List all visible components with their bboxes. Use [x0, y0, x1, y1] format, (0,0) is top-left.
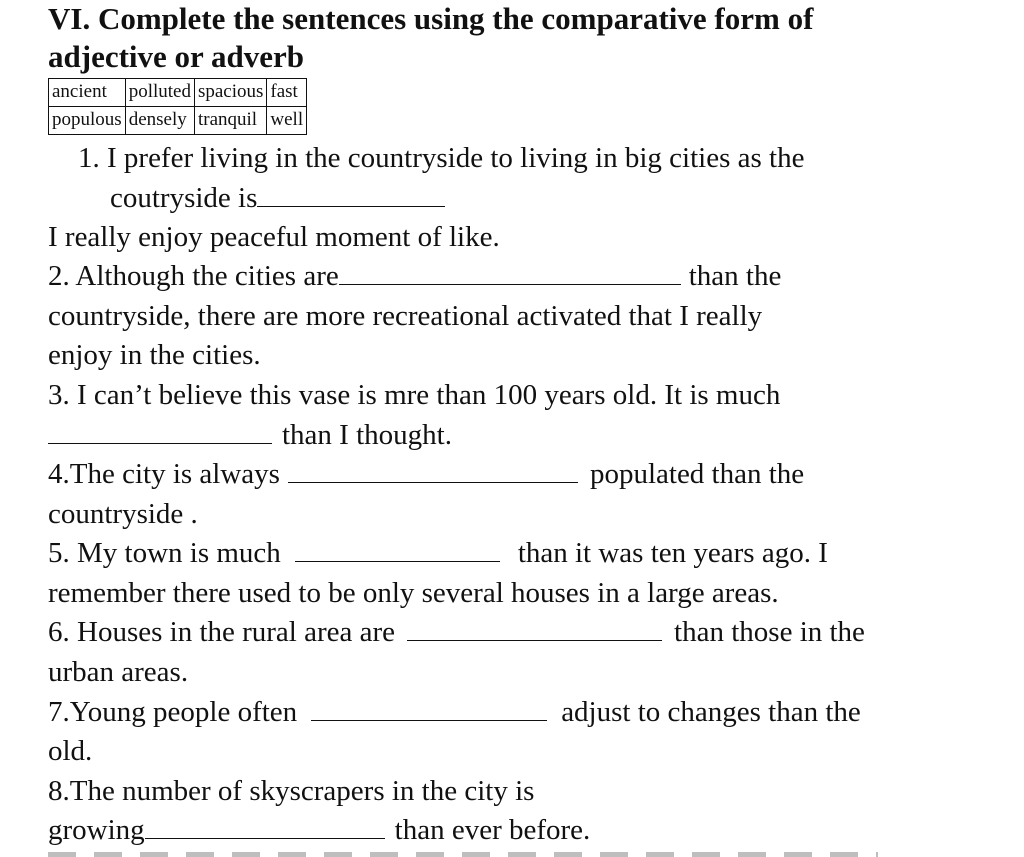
- question-text: 3. I can’t believe this vase is mre than 100 years old. It is much: [48, 379, 781, 411]
- question-3-line-1: [48, 378, 780, 412]
- exercise-title: [48, 0, 813, 76]
- question-text: than the: [688, 260, 782, 292]
- question-text: than ever before.: [394, 814, 591, 846]
- question-text: enjoy in the cities.: [48, 339, 261, 371]
- word-cell: ancient: [49, 79, 126, 107]
- question-6-line-1: [48, 615, 865, 649]
- word-box-table: [48, 78, 307, 135]
- question-3-line-2: [48, 418, 452, 452]
- question-4-line-2: [48, 497, 198, 531]
- question-1-line-2: [110, 181, 445, 215]
- question-text: countryside, there are more recreational activated that I really: [48, 300, 763, 332]
- question-6-line-2: [48, 655, 188, 689]
- question-text: than it was ten years ago. I: [517, 537, 828, 569]
- question-text: remember there used to be only several houses in a large areas.: [48, 577, 779, 609]
- question-2-line-3: [48, 338, 261, 372]
- question-text: growing: [48, 814, 145, 846]
- question-7-line-1: [48, 695, 861, 729]
- answer-blank-8[interactable]: [145, 816, 385, 839]
- question-text: coutryside is: [110, 182, 258, 214]
- question-text: 1. I prefer living in the countryside to living in big cities as the: [78, 142, 805, 174]
- question-text: populated than the: [589, 458, 805, 490]
- word-cell: tranquil: [194, 107, 266, 135]
- question-text: than those in the: [674, 616, 865, 648]
- answer-blank-3[interactable]: [48, 421, 272, 444]
- question-7-line-2: [48, 734, 92, 768]
- question-text: old.: [48, 735, 93, 767]
- word-cell: polluted: [125, 79, 194, 107]
- question-text: 7.Young people often: [48, 696, 298, 728]
- answer-blank-5[interactable]: [295, 539, 500, 562]
- question-1-line-1: [78, 141, 804, 175]
- word-cell: spacious: [194, 79, 266, 107]
- word-cell: populous: [49, 107, 126, 135]
- cropped-next-line: [48, 852, 878, 857]
- title-line-2: adjective or adverb: [48, 39, 304, 74]
- question-1-line-3: [48, 220, 500, 254]
- answer-blank-2[interactable]: [339, 262, 681, 285]
- question-8-line-2: [48, 813, 590, 847]
- question-text: urban areas.: [48, 656, 189, 688]
- question-text: 4.The city is always: [48, 458, 280, 490]
- question-text: I really enjoy peaceful moment of like.: [48, 221, 500, 253]
- word-box-row-2: [49, 107, 307, 135]
- word-cell: fast: [267, 79, 307, 107]
- question-2-line-2: [48, 299, 762, 333]
- question-text: 8.The number of skyscrapers in the city is: [48, 775, 535, 807]
- title-line-1: VI. Complete the sentences using the comparative form of: [48, 1, 814, 36]
- question-text: than I thought.: [282, 419, 452, 451]
- question-text: 6. Houses in the rural area are: [48, 616, 396, 648]
- question-8-line-1: [48, 774, 534, 808]
- word-cell: densely: [125, 107, 194, 135]
- question-text: 2. Although the cities are: [48, 260, 339, 292]
- question-text: 5. My town is much: [48, 537, 281, 569]
- answer-blank-1[interactable]: [257, 184, 445, 207]
- question-5-line-2: [48, 576, 779, 610]
- question-text: countryside .: [48, 498, 198, 530]
- answer-blank-4[interactable]: [288, 460, 578, 483]
- question-5-line-1: [48, 536, 828, 570]
- answer-blank-6[interactable]: [407, 618, 662, 641]
- question-text: adjust to changes than the: [561, 696, 861, 728]
- question-4-line-1: [48, 457, 804, 491]
- question-2-line-1: [48, 259, 781, 293]
- word-box-row-1: [49, 79, 307, 107]
- answer-blank-7[interactable]: [311, 698, 547, 721]
- word-cell: well: [267, 107, 307, 135]
